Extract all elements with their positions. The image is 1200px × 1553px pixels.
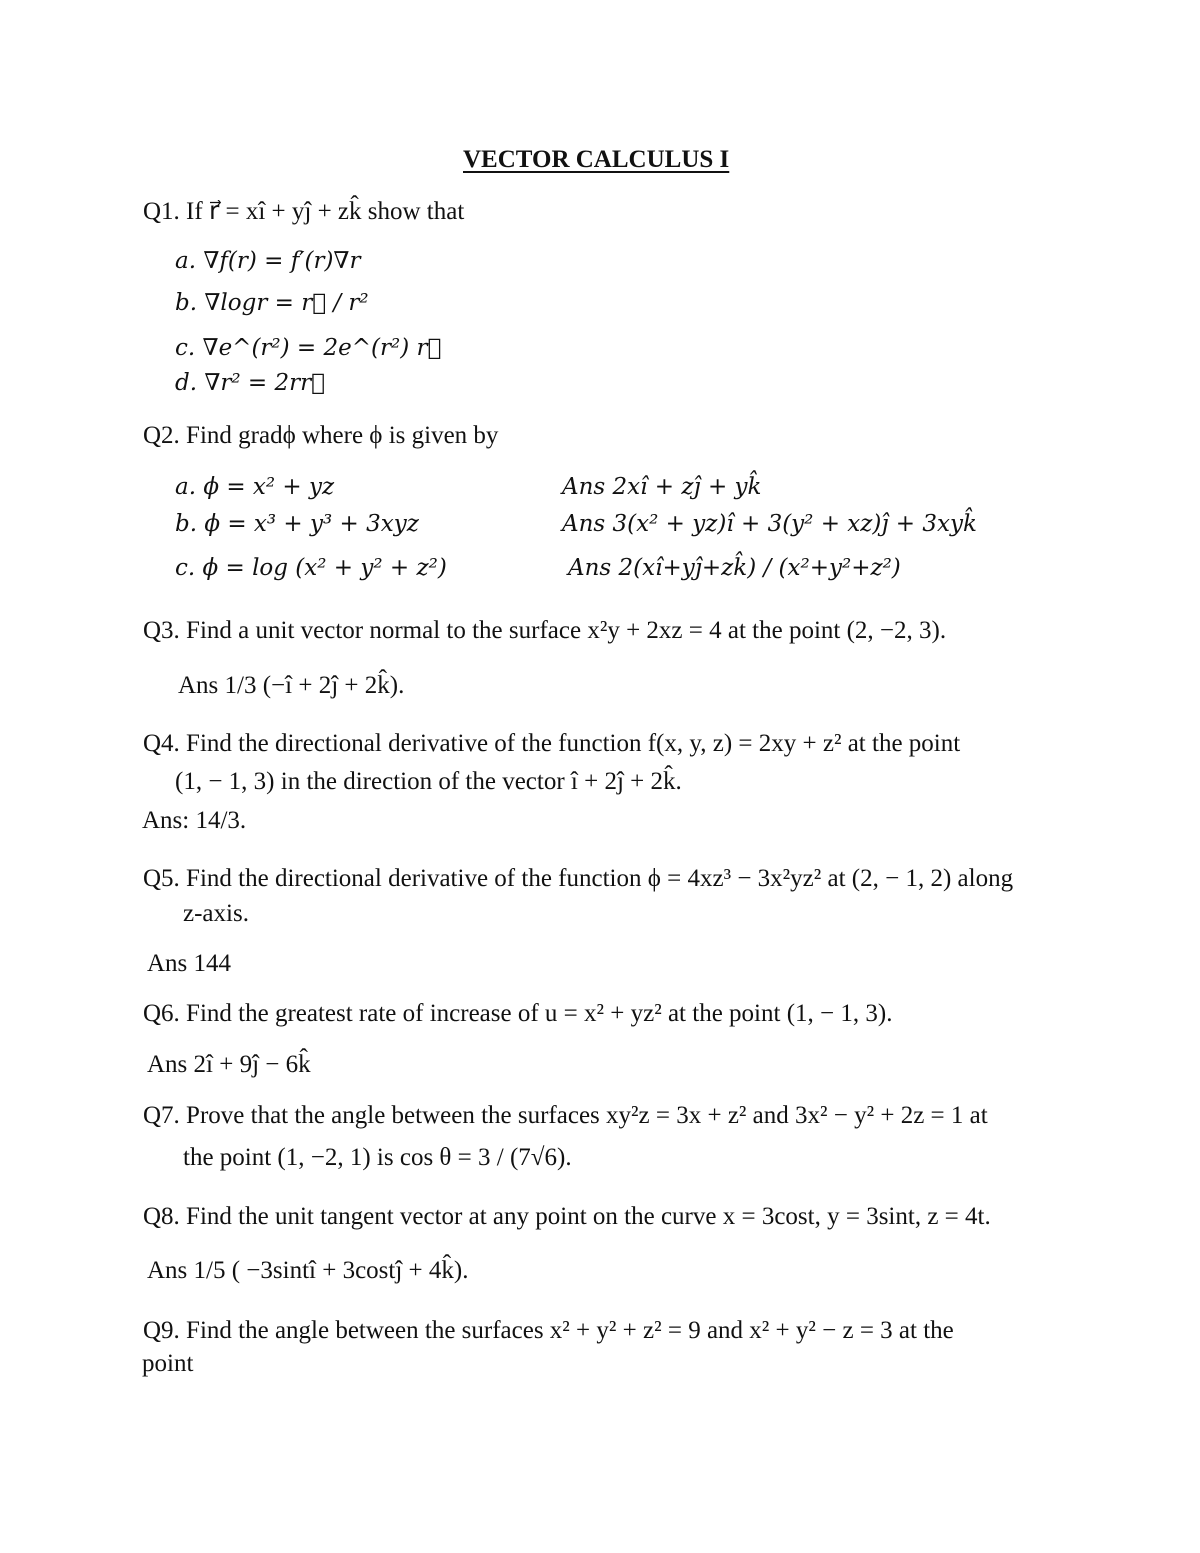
q5-answer: Ans 144 bbox=[147, 950, 232, 977]
q3-answer: Ans 1/3 (−î + 2ĵ + 2k̂). bbox=[178, 672, 405, 699]
question-6: Q6. Find the greatest rate of increase of u = x² + yz² at the point (1, − 1, 3). bbox=[143, 1000, 893, 1027]
q1-part-d: d. ∇r² = 2rr⃗ bbox=[175, 370, 325, 396]
question-7: Q7. Prove that the angle between the surfaces xy²z = 3x + z² and 3x² − y² + 2z = 1 at bbox=[143, 1102, 988, 1129]
document-title: VECTOR CALCULUS I bbox=[463, 146, 730, 173]
q2-answer-b: Ans 3(x² + yz)î + 3(y² + xz)ĵ + 3xyk̂ bbox=[562, 511, 977, 537]
q2-part-b: b. ϕ = x³ + y³ + 3xyz bbox=[175, 511, 419, 537]
question-7-cont: the point (1, −2, 1) is cos θ = 3 / (7√6). bbox=[183, 1144, 572, 1171]
question-2: Q2. Find gradϕ where ϕ is given by bbox=[143, 422, 499, 449]
q1-part-a: a. ∇f(r) = f′(r)∇r bbox=[175, 248, 361, 274]
question-9: Q9. Find the angle between the surfaces x² + y² + z² = 9 and x² + y² − z = 3 at the bbox=[143, 1317, 954, 1344]
question-5: Q5. Find the directional derivative of the function ϕ = 4xz³ − 3x²yz² at (2, − 1, 2) along bbox=[143, 865, 1014, 892]
q2-answer-c: Ans 2(xî+yĵ+zk̂) / (x²+y²+z²) bbox=[568, 555, 901, 581]
question-1: Q1. If r⃗ = xî + yĵ + zk̂ show that bbox=[143, 198, 465, 225]
question-5-cont: z-axis. bbox=[183, 900, 249, 927]
question-8: Q8. Find the unit tangent vector at any point on the curve x = 3cost, y = 3sint, z = 4t. bbox=[143, 1203, 991, 1230]
question-4: Q4. Find the directional derivative of the function f(x, y, z) = 2xy + z² at the point bbox=[143, 730, 961, 757]
question-3: Q3. Find a unit vector normal to the surface x²y + 2xz = 4 at the point (2, −2, 3). bbox=[143, 617, 947, 644]
q4-answer: Ans: 14/3. bbox=[142, 807, 247, 834]
question-4-cont: (1, − 1, 3) in the direction of the vector î + 2ĵ + 2k̂. bbox=[175, 768, 682, 795]
q1-part-b: b. ∇logr = r⃗ / r² bbox=[175, 290, 369, 316]
q8-answer: Ans 1/5 ( −3sintî + 3costĵ + 4k̂). bbox=[147, 1257, 469, 1284]
q6-answer: Ans 2î + 9ĵ − 6k̂ bbox=[147, 1051, 311, 1078]
question-9-cont: point bbox=[142, 1350, 194, 1377]
q2-part-c: c. ϕ = log (x² + y² + z²) bbox=[175, 555, 447, 581]
q1-part-c: c. ∇e^(r²) = 2e^(r²) r⃗ bbox=[175, 335, 442, 361]
q2-part-a: a. ϕ = x² + yz bbox=[175, 474, 335, 500]
q2-answer-a: Ans 2xî + zĵ + yk̂ bbox=[562, 474, 762, 500]
